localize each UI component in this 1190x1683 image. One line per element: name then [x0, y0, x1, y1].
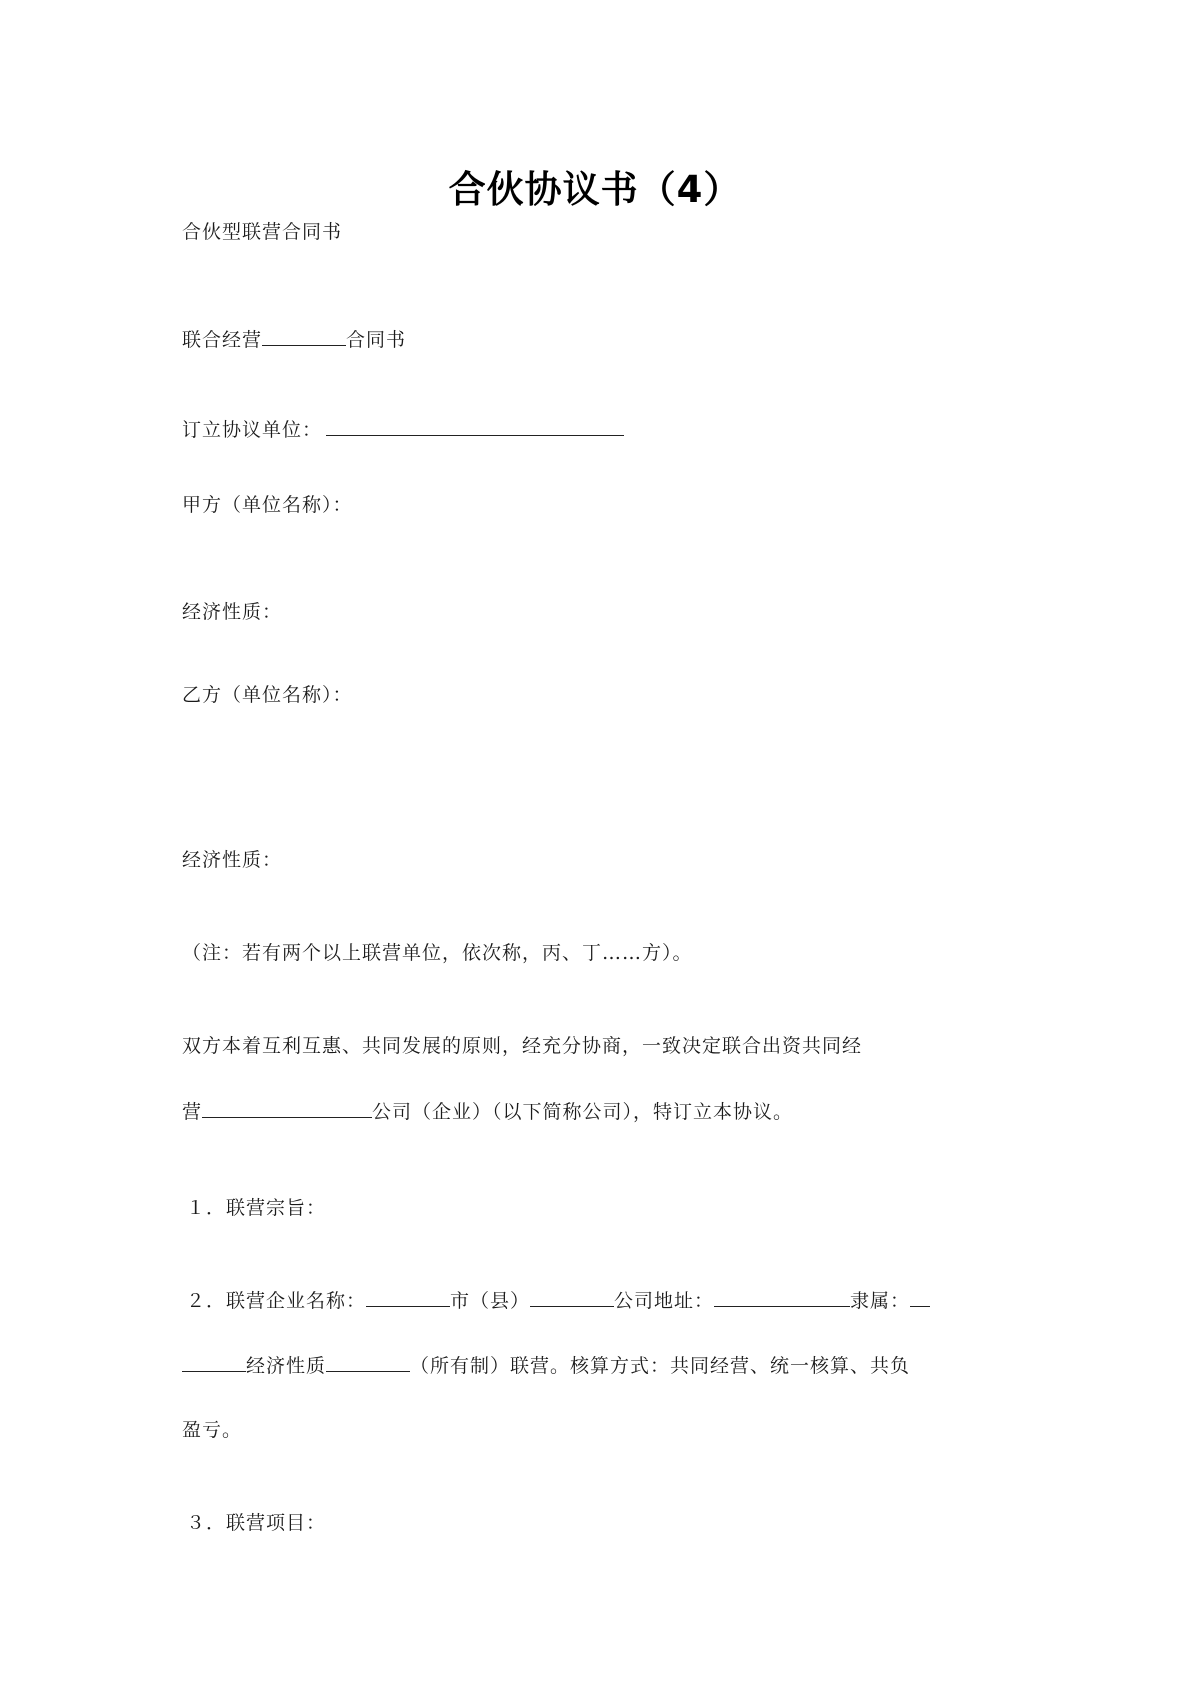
- party-b-line: 乙方（单位名称）：: [182, 684, 353, 706]
- party-b-nature-line: 经济性质：: [182, 849, 283, 871]
- blank-field: [326, 417, 624, 436]
- clause-2-line-2: [182, 1353, 910, 1379]
- clause-2-nature-label: 经济性质: [246, 1355, 327, 1377]
- clause-2-line-3: 盈亏。: [182, 1419, 243, 1441]
- clause-2-address-label: 公司地址：: [614, 1290, 715, 1312]
- document-subtitle: 合伙型联营合同书: [182, 221, 343, 243]
- preamble-line-1: 双方本着互利互惠、共同发展的原则，经充分协商，一致决定联合出资共同经: [182, 1035, 863, 1057]
- blank-field: [366, 1288, 450, 1307]
- preamble-suffix: 公司（企业）（以下简称公司），特订立本协议。: [372, 1101, 794, 1123]
- blank-field: [910, 1288, 930, 1307]
- signing-units-label: 订立协议单位：: [182, 419, 323, 441]
- blank-field: [326, 1353, 410, 1372]
- joint-operation-line: [182, 327, 406, 353]
- blank-field: [182, 1353, 246, 1372]
- party-a-line: 甲方（单位名称）：: [182, 494, 353, 516]
- clause-2-accounting: （所有制）联营。核算方式：共同经营、统一核算、共负: [410, 1355, 911, 1377]
- document-title: 合伙协议书（4）: [448, 168, 742, 211]
- preamble-prefix: 营: [182, 1101, 203, 1123]
- preamble-line-2: [182, 1099, 793, 1125]
- blank-field: [262, 327, 346, 346]
- note-line: （注：若有两个以上联营单位，依次称，丙、丁……方）。: [182, 942, 693, 964]
- clause-2-label: ２．联营企业名称：: [186, 1290, 367, 1312]
- joint-operation-suffix: 合同书: [346, 329, 407, 351]
- clause-2-city: 市（县）: [450, 1290, 531, 1312]
- clause-3: ３．联营项目：: [186, 1512, 327, 1534]
- clause-2-affiliation-label: 隶属：: [850, 1290, 911, 1312]
- clause-2-line-1: [182, 1288, 930, 1314]
- blank-field: [202, 1099, 372, 1118]
- blank-field: [530, 1288, 614, 1307]
- blank-field: [714, 1288, 850, 1307]
- party-a-nature-line: 经济性质：: [182, 601, 283, 623]
- clause-1: １．联营宗旨：: [186, 1197, 327, 1219]
- signing-units-line: [182, 417, 624, 443]
- joint-operation-prefix: 联合经营: [182, 329, 263, 351]
